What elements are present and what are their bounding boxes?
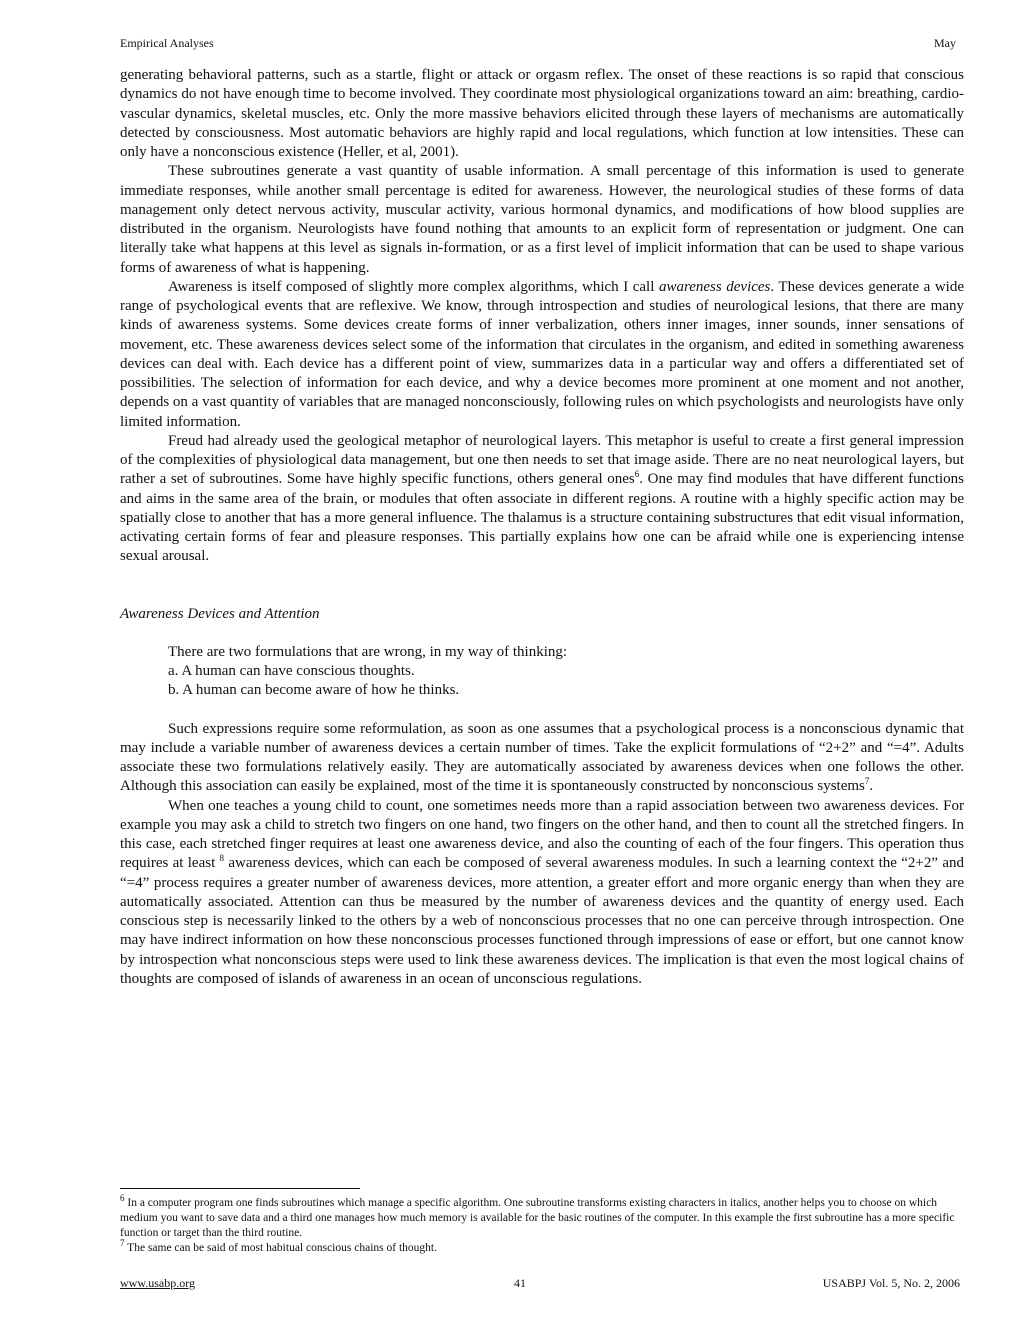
paragraph-2: These subroutines generate a vast quantity of usable information. A small percentage of this information is used to generate immediate responses, while another small percentage is edited for awareness. However, the neurological studies of these forms of data management only detect nervous activity, muscular activity, various hormonal dynamics, and modifications of how blood supplies are distributed in the organism. Neurologists have found nothing that amounts to an explicit form of representation or judgment. One can literally take what happens at this level as signals in-formation, or as a first level of implicit information that can be used to shape various forms of awareness of what is happening. (120, 163, 964, 276)
list-intro: There are two formulations that are wrong, in my way of thinking: (168, 643, 568, 660)
paragraph-4 (120, 432, 964, 567)
footnote-6-number: 6 (120, 1193, 125, 1204)
footnote-divider (120, 1188, 360, 1189)
header-month: May (934, 36, 956, 50)
paragraph-5-text-b: . (869, 778, 874, 795)
paragraph-6-text-b: awareness devices, which can each be composed of several awareness modules. In such a learning context the “2+2” and “=4” process requires a greater number of awareness devices, more attention, a greater effort and more organic energy than when they are automatically associated. Attention can thus be measured by the number of awareness devices and the quantity of energy used. Each conscious step is necessarily linked to the others by a web of nonconscious processes that no one can perceive through introspection. One may have indirect information on how these nonconscious processes functioned through impressions of ease or effort, but one cannot know by introspection what nonconscious steps were used to link these awareness devices. The implication is that even the most logical chains of thoughts are composed of islands of awareness in an ocean of unconscious regulations. (120, 855, 965, 987)
paragraph-1: generating behavioral patterns, such as a startle, flight or attack or orgasm reflex. The onset of these reactions is so rapid that conscious dynamics do not have enough time to become involved. They coordinate most physiological organizations toward an aim: breathing, cardio-vascular dynamics, skeletal muscles, etc. Only the more massive behaviors elicited through these layers of mechanisms are automatically detected by consciousness. Most automatic behaviors are highly rapid and local regulations, which function at low intensities. These can only have a nonconscious existence (Heller, et al, 2001). (120, 67, 964, 160)
list-item-b: b. A human can become aware of how he thinks. (168, 682, 460, 699)
footnote-ref-8[interactable]: 8 (219, 853, 225, 864)
page-number: 41 (514, 1276, 526, 1290)
footnote-ref-7[interactable]: 7 (864, 776, 870, 787)
footnote-7 (120, 1238, 964, 1256)
header-section-title: Empirical Analyses (120, 36, 214, 50)
paragraph-3 (120, 278, 964, 432)
paragraph-3-text-b: . These devices generate a wide range of psychological events that are reflexive. We know, through introspection and studies of neurological lesions, that there are many kinds of awareness systems. Some devices create forms of inner verbalization, others inner images, inner sounds, inner sensations of movement, etc. These awareness devices select some of the information that circulates in the organism, and edited in something awareness devices can deal with. Each device has a different point of view, summarizes data in a particular way and offers a differentiated set of possibilities. The selection of information for each device, and why a device becomes more prominent at one moment and not another, depends on a vast quantity of variables that are managed nonconsciously, following rules on which psychologists and neurologists have only limited information. (120, 278, 964, 430)
article-body (120, 66, 964, 989)
document-page (120, 0, 964, 1325)
spacer (120, 701, 964, 720)
paragraph-3-term: awareness devices (658, 278, 771, 295)
paragraph-5 (120, 720, 964, 797)
footnote-7-text: The same can be said of most habitual conscious chains of thought. (124, 1242, 437, 1254)
footnote-7-number: 7 (120, 1238, 125, 1249)
paragraph-6 (120, 797, 964, 990)
journal-citation: USABPJ Vol. 5, No. 2, 2006 (822, 1276, 960, 1290)
section-heading: Awareness Devices and Attention (120, 605, 320, 622)
paragraph-3-text-a: Awareness is itself composed of slightly more complex algorithms, which I call (168, 278, 659, 295)
footnote-ref-6[interactable]: 6 (634, 469, 640, 480)
list-item-a: a. A human can have conscious thoughts. (168, 663, 415, 679)
paragraph-5-text-a: Such expressions require some reformulation, as soon as one assumes that a psychological process is a nonconscious dynamic that may include a variable number of awareness devices a certain number of times. Take the explicit formulations of “2+2” and “=4”. Adults associate these two formulations relatively easily. They are automatically associated by awareness devices when one follows the other. Although this association can easily be explained, most of the time it is spontaneously constructed by nonconscious systems (120, 720, 964, 795)
paragraph-4-text-b: . One may find modules that have different functions and aims in the same area of the brain, or modules that often associate in different regions. A routine with a highly specific action may be spatially close to another that has a more general influence. The thalamus is a structure containing substructures that edit visual information, activating certain forms of fear and pleasure responses. This partially explains how one can be afraid while one is experiencing intense sexual arousal. (120, 471, 964, 565)
footnotes (120, 1193, 964, 1256)
footnote-6 (120, 1193, 964, 1241)
website-link[interactable]: www.usabp.org (120, 1276, 195, 1290)
paragraph-4-text-a: Freud had already used the geological metaphor of neurological layers. This metaphor is useful to create a first general impression of the complexities of physiological data management, but one then needs to set that image aside. There are no neat neurological layers, but rather a set of subroutines. Some have highly specific functions, others general ones (120, 432, 964, 488)
paragraph-6-text-a: When one teaches a young child to count, one sometimes needs more than a rapid association between two awareness devices. For example you may ask a child to stretch two fingers on one hand, two fingers on the other hand, and then to count all the stretched fingers. In this case, each stretched finger requires at least one awareness device, and also the counting of each of the four fingers. This operation thus requires at least (120, 797, 964, 872)
footnote-6-text: In a computer program one finds subroutines which manage a specific algorithm. One subroutine transforms existing characters in italics, another helps you to choose on which medium you want to save data and a third one manages how much memory is available for the basic routines of the computer. In this example the first subroutine has a more specific function or target than the third routine. (120, 1197, 955, 1239)
